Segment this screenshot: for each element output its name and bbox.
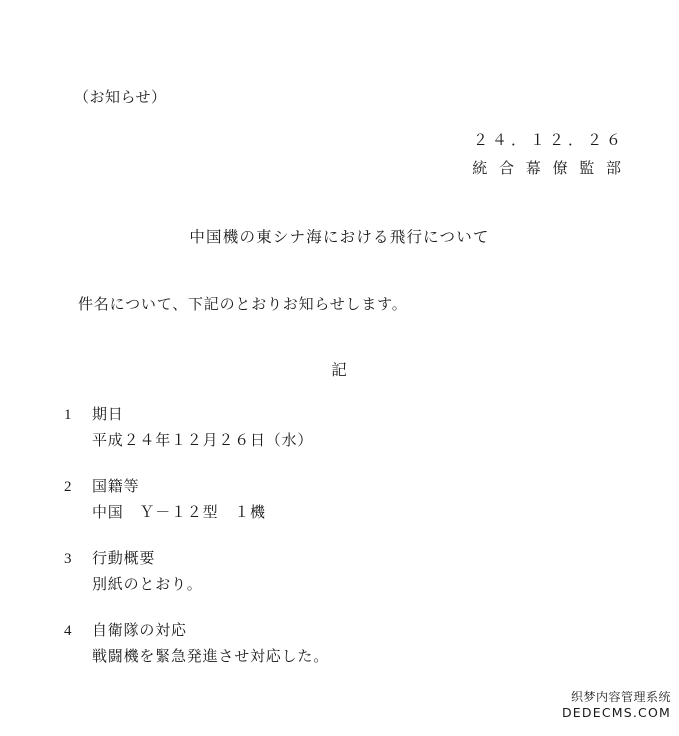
document-date: ２４．１２．２６ [472, 133, 625, 149]
list-item-number: 4 [64, 623, 73, 639]
list-item-body: 戦闘機を緊急発進させ対応した。 [92, 649, 330, 665]
document-meta [472, 128, 625, 184]
list-item-body: 中国 Ｙ－１２型 １機 [92, 505, 266, 521]
issuing-organization: 統 合 幕 僚 監 部 [472, 160, 625, 177]
list-item [64, 619, 624, 666]
list-item-head [64, 403, 624, 424]
watermark [562, 689, 671, 722]
list-item-body: 別紙のとおり。 [92, 577, 203, 593]
page-title: 中国機の東シナ海における飛行について [189, 229, 490, 246]
list-item-head [64, 475, 624, 496]
list-item-number: 1 [64, 407, 73, 423]
list-item-head [64, 547, 624, 568]
list-item-label: 期日 [92, 407, 124, 423]
notice-label: （お知らせ） [74, 90, 167, 106]
watermark-english-text: DEDECMS.COM [561, 705, 671, 721]
lead-sentence: 件名について、下記のとおりお知らせします。 [78, 297, 408, 313]
list-item [64, 475, 624, 522]
list-item [64, 547, 624, 594]
item-list [64, 403, 624, 691]
list-item-head [64, 619, 624, 640]
list-item [64, 403, 624, 450]
list-item-label: 国籍等 [92, 479, 140, 495]
ki-heading: 記 [331, 362, 348, 379]
list-item-body: 平成２４年１２月２６日（水） [92, 433, 314, 449]
list-item-label: 自衛隊の対応 [92, 623, 187, 639]
list-item-number: 2 [64, 479, 73, 495]
watermark-chinese-text: 织梦内容管理系统 [570, 689, 671, 704]
list-item-number: 3 [64, 551, 73, 567]
list-item-label: 行動概要 [92, 551, 156, 567]
